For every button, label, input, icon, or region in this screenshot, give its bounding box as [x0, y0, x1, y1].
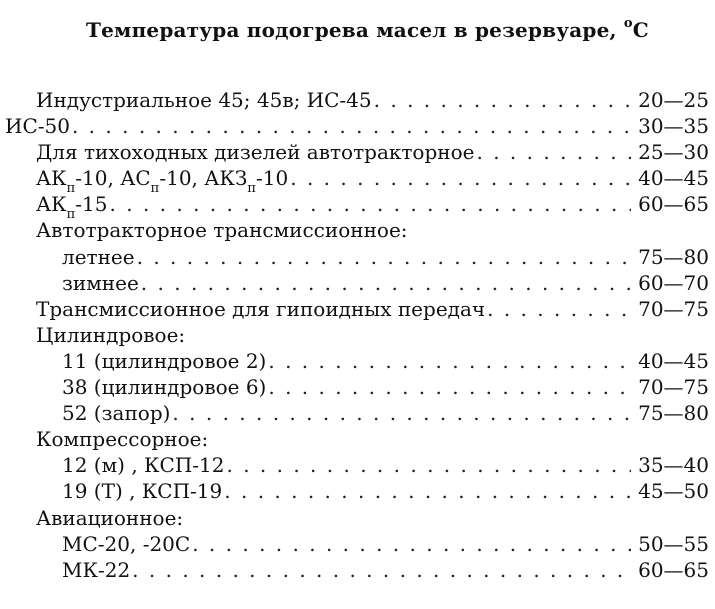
table-section-heading	[0, 217, 715, 243]
oil-name: Авиационное:	[36, 505, 184, 530]
table-row	[0, 296, 715, 322]
table-row	[0, 191, 715, 223]
temperature-range: 45—50	[638, 479, 709, 504]
dot-leader	[132, 557, 631, 583]
oil-name: 11 (цилиндровое 2)	[62, 348, 267, 373]
oil-name: летнее	[62, 244, 135, 269]
temperature-range: 35—40	[638, 453, 709, 478]
subscript: п	[66, 207, 76, 223]
temperature-range: 40—45	[638, 348, 709, 373]
subscript: п	[150, 181, 160, 197]
table-row	[0, 270, 715, 296]
table-section-heading	[0, 426, 715, 452]
title-text: Температура подогрева масел в резервуаре,	[86, 18, 617, 42]
temperature-range: 70—75	[638, 375, 709, 400]
table-row	[0, 557, 715, 583]
dot-leader	[226, 452, 631, 478]
temperature-table	[0, 87, 715, 583]
oil-name: Для тихоходных дизелей автотракторное	[36, 140, 475, 165]
dot-leader	[290, 165, 631, 191]
oil-name: зимнее	[62, 270, 139, 295]
table-row	[0, 452, 715, 478]
dot-leader	[192, 531, 631, 557]
temperature-range: 75—80	[638, 244, 709, 269]
oil-name: 52 (запор)	[62, 401, 171, 426]
oil-name: Компрессорное:	[36, 427, 209, 452]
dot-leader	[110, 191, 631, 217]
oil-name: Трансмиссионное для гипоидных передач	[36, 296, 486, 321]
page-title	[86, 18, 649, 42]
temperature-range: 40—45	[638, 166, 709, 191]
temperature-range: 30—35	[638, 114, 709, 139]
label-part: -10	[256, 166, 289, 191]
dot-leader	[141, 270, 631, 296]
table-row	[0, 87, 715, 113]
oil-name: ИС-50	[5, 114, 70, 139]
title-unit: С	[632, 18, 649, 42]
oil-name: МС-20, -20С	[62, 531, 191, 556]
table-row	[0, 348, 715, 374]
oil-name: 12 (м) , КСП-12	[62, 453, 225, 478]
temperature-range: 60—65	[638, 192, 709, 217]
dot-leader	[268, 374, 631, 400]
dot-leader	[487, 296, 631, 322]
table-row	[0, 165, 715, 197]
degree-symbol: о	[623, 16, 633, 32]
temperature-range: 60—65	[638, 557, 709, 582]
dot-leader	[137, 244, 631, 270]
temperature-range: 75—80	[638, 401, 709, 426]
label-part: АК	[36, 192, 67, 217]
dot-leader	[72, 113, 631, 139]
table-row	[0, 139, 715, 165]
table-section-heading	[0, 505, 715, 531]
oil-name: Цилиндровое:	[36, 322, 186, 347]
oil-name: 38 (цилиндровое 6)	[62, 375, 267, 400]
table-row	[0, 531, 715, 557]
oil-name: 19 (Т) , КСП-19	[62, 479, 223, 504]
dot-leader	[477, 139, 632, 165]
oil-name: МК-22	[62, 557, 131, 582]
label-part: -15	[75, 192, 108, 217]
table-row	[0, 478, 715, 504]
oil-name: Автотракторное трансмиссионное:	[36, 218, 408, 243]
temperature-range: 70—75	[638, 296, 709, 321]
table-row	[0, 113, 715, 139]
temperature-range: 50—55	[638, 531, 709, 556]
temperature-range: 60—70	[638, 270, 709, 295]
table-row	[0, 374, 715, 400]
table-section-heading	[0, 322, 715, 348]
temperature-range: 25—30	[638, 140, 709, 165]
oil-name: Индустриальное 45; 45в; ИС-45	[36, 88, 372, 112]
dot-leader	[172, 400, 631, 426]
subscript: п	[247, 181, 257, 197]
dot-leader	[268, 348, 631, 374]
label-part: АК	[36, 166, 67, 191]
temperature-range: 20—25	[638, 88, 709, 112]
dot-leader	[374, 87, 631, 113]
label-part: -10, АС	[75, 166, 151, 191]
label-part: -10, АКЗ	[159, 166, 248, 191]
table-row	[0, 400, 715, 426]
dot-leader	[224, 478, 631, 504]
table-row	[0, 244, 715, 270]
subscript: п	[66, 181, 76, 197]
